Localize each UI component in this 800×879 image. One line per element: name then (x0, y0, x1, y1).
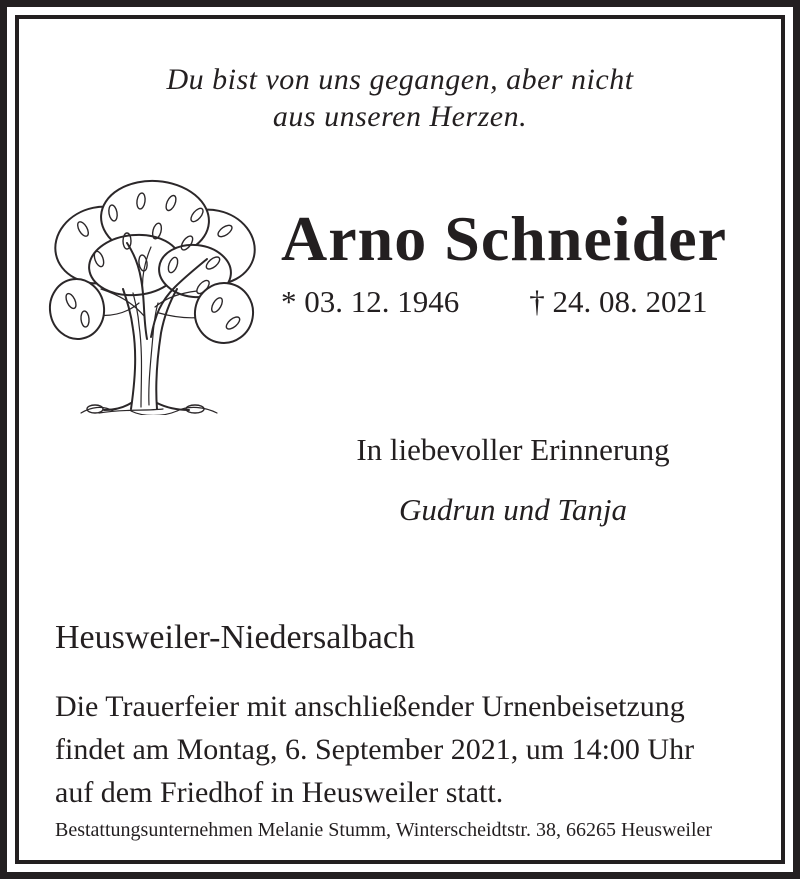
opening-quote (55, 61, 745, 135)
tree-sketch-icon (43, 167, 263, 415)
memorial-line: In liebevoller Erinnerung (356, 432, 670, 467)
funeral-announcement (55, 685, 745, 814)
family-names: Gudrun und Tanja (399, 492, 627, 527)
inner-border-frame (15, 15, 785, 864)
quote-line-1: Du bist von uns gegangen, aber nicht (166, 63, 634, 96)
quote-line-2: aus unseren Herzen. (272, 100, 528, 133)
announcement-line-1: Die Trauerfeier mit anschließender Urnenbeisetzung (55, 690, 685, 723)
life-dates (281, 285, 745, 319)
birth-date: * 03. 12. 1946 (281, 284, 460, 319)
funeral-home-footer: Bestattungsunternehmen Melanie Stumm, Winterscheidtstr. 38, 66265 Heusweiler (55, 819, 713, 841)
memorial-block (281, 431, 745, 529)
deceased-name: Arno Schneider (281, 203, 727, 274)
deceased-header (55, 167, 745, 415)
name-block (263, 167, 745, 319)
death-date: † 24. 08. 2021 (529, 284, 708, 319)
announcement-line-2: findet am Montag, 6. September 2021, um 14:00 Uhr (55, 733, 695, 766)
location-heading: Heusweiler-Niedersalbach (55, 619, 415, 656)
announcement-line-3: auf dem Friedhof in Heusweiler statt. (55, 776, 504, 809)
